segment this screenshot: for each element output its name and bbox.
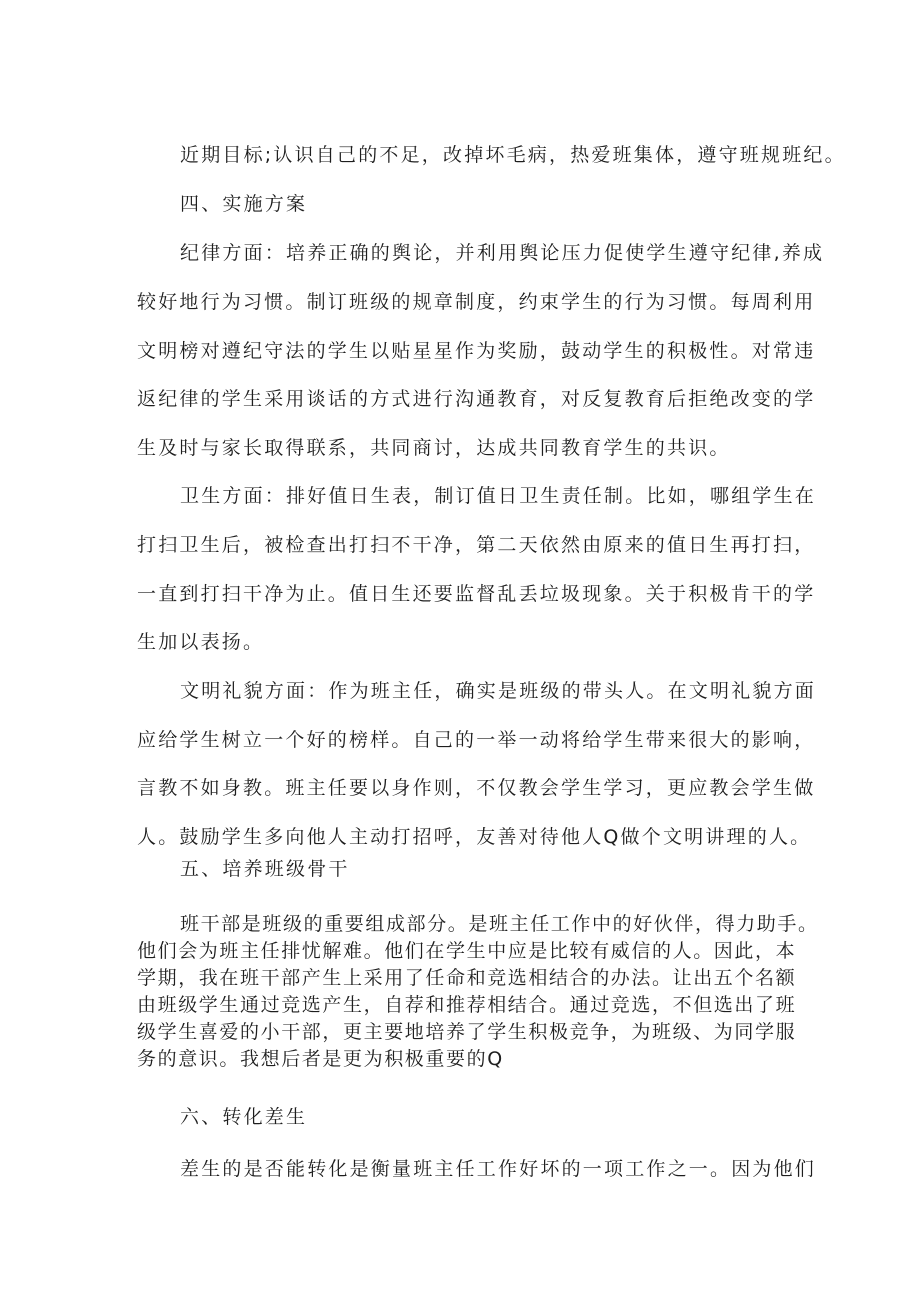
paragraph-cadres-line-1: 班干部是班级的重要组成部分。是班主任工作中的好伙伴，得力助手。 (180, 913, 819, 935)
paragraph-discipline-line-1: 纪律方面：培养正确的舆论，并利用舆论压力促使学生遵守纪律,养成 (180, 242, 825, 264)
paragraph-discipline-line-3: 文明榜对遵纪守法的学生以贴星星作为奖励，鼓动学生的积极性。对常违 (137, 340, 816, 362)
paragraph-manners-line-1: 文明礼貌方面：作为班主任，确实是班级的带头人。在文明礼貌方面 (180, 680, 817, 702)
paragraph-manners-line-3: 言教不如身教。班主任要以身作则，不仅教会学生学习，更应教会学生做 (137, 777, 816, 799)
line-near-term-goal: 近期目标;认识自己的不足，改掉坏毛病，热爱班集体，遵守班规班纪。 (180, 144, 846, 166)
paragraph-hygiene-line-2: 打扫卫生后，被检查出打扫不干净，第二天依然由原来的值日生再打扫， (137, 534, 816, 556)
paragraph-cadres-line-2: 他们会为班主任排忧解难。他们在学生中应是比较有威信的人。因此，本 (137, 940, 797, 962)
paragraph-cadres-line-3: 学期，我在班干部产生上采用了任命和竞选相结合的办法。让出五个名额 (137, 967, 797, 989)
paragraph-underachievers-line-1: 差生的是否能转化是衡量班主任工作好坏的一项工作之一。因为他们 (180, 1158, 817, 1180)
paragraph-hygiene-line-4: 生加以表扬。 (137, 631, 265, 653)
paragraph-discipline-line-4: 返纪律的学生采用谈话的方式进行沟通教育，对反复教育后拒绝改变的学 (137, 388, 816, 410)
paragraph-hygiene-line-3: 一直到打扫干净为止。值日生还要监督乱丢垃圾现象。关于积极肯干的学 (137, 583, 816, 605)
paragraph-manners-line-4: 人。鼓励学生多向他人主动打招呼，友善对待他人Q做个文明讲理的人。 (137, 826, 812, 848)
paragraph-hygiene-line-1: 卫生方面：排好值日生表，制订值日卫生责任制。比如，哪组学生在 (180, 485, 817, 507)
paragraph-cadres-line-5: 级学生喜爱的小干部，更主要地培养了学生积极竞争，为班级、为同学服 (137, 1021, 797, 1043)
heading-section-5: 五、培养班级骨干 (180, 858, 350, 880)
paragraph-cadres-line-6: 务的意识。我想后者是更为积极重要的Q (137, 1048, 504, 1070)
paragraph-discipline-line-2: 较好地行为习惯。制订班级的规章制度，约束学生的行为习惯。每周利用 (137, 291, 816, 313)
paragraph-manners-line-2: 应给学生树立一个好的榜样。自己的一举一动将给学生带来很大的影响， (137, 729, 816, 751)
heading-section-6: 六、转化差生 (180, 1106, 308, 1128)
heading-section-4: 四、实施方案 (180, 193, 308, 215)
paragraph-discipline-line-5: 生及时与家长取得联系，共同商讨，达成共同教育学生的共识。 (137, 437, 731, 459)
paragraph-cadres-line-4: 由班级学生通过竞选产生，自荐和推荐相结合。通过竞选，不但选出了班 (137, 994, 797, 1016)
